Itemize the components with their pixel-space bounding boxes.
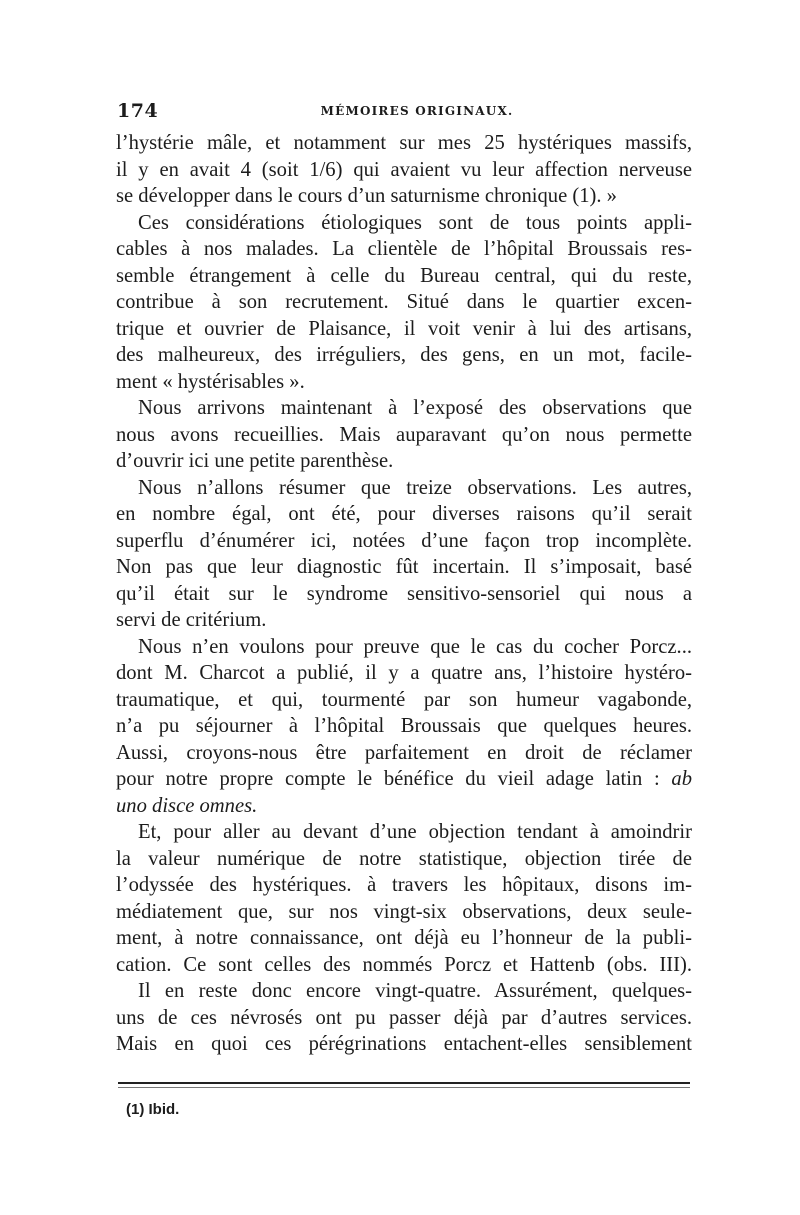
running-title: MÉMOIRES ORIGINAUX.: [320, 104, 514, 118]
body-text: [116, 130, 692, 1058]
text-line: Aussi, croyons-nous être parfaitement en droit de réclamer: [116, 741, 692, 764]
text-line: ment, à notre connaissance, ont déjà eu l’honneur de la publi-: [116, 927, 692, 949]
latin-phrase-line: uno disce omnes.: [116, 794, 258, 817]
text-line: Mais en quoi ces pérégrinations entachent-elles sensiblement: [116, 1033, 692, 1055]
text-line: Nous n’en voulons pour preuve que le cas du cocher Porcz...: [138, 635, 692, 658]
text-line: d’ouvrir ici une petite parenthèse.: [116, 450, 394, 472]
footnote-divider-thin: [118, 1087, 690, 1088]
text-line: Nous arrivons maintenant à l’exposé des observations que: [138, 397, 692, 419]
text-line: semble étrangement à celle du Bureau central, qui du reste,: [116, 264, 692, 287]
text-line: nous avons recueillies. Mais auparavant qu’on nous permette: [116, 423, 692, 446]
page-number: 174: [117, 100, 159, 122]
text-line: servi de critérium.: [116, 609, 267, 631]
text-line: Ces considérations étiologiques sont de tous points appli-: [138, 211, 692, 234]
text-line: Non pas que leur diagnostic fût incertain. Il s’imposait, basé: [116, 556, 692, 578]
text-line: dont M. Charcot a publié, il y a quatre ans, l’histoire hystéro-: [116, 662, 692, 684]
text-line: ment « hystérisables ».: [116, 370, 305, 393]
text-line: l’odyssée des hystériques. à travers les hôpitaux, disons im-: [116, 874, 692, 896]
text-line: Nous n’allons résumer que treize observations. Les autres,: [138, 476, 692, 499]
text-line: il y en avait 4 (soit 1/6) qui avaient vu leur affection nerveuse: [116, 158, 692, 181]
footnote: (1) Ibid.: [126, 1101, 180, 1118]
text-line: cation. Ce sont celles des nommés Porcz et Hattenb (obs. III).: [116, 953, 692, 976]
text-line: médiatement que, sur nos vingt-six observations, deux seule-: [116, 900, 692, 923]
text-line: cables à nos malades. La clientèle de l’hôpital Broussais res-: [116, 238, 692, 260]
text-line: en nombre égal, ont été, pour diverses raisons qu’il serait: [116, 503, 692, 525]
text-line: Et, pour aller au devant d’une objection tendant à amoindrir: [138, 821, 692, 843]
text-line-with-latin: [116, 766, 692, 793]
text-line: la valeur numérique de notre statistique, objection tirée de: [116, 847, 692, 870]
text-line: Il en reste donc encore vingt-quatre. Assurément, quelques-: [138, 980, 692, 1002]
text-line: contribue à son recrutement. Situé dans le quartier excen-: [116, 291, 692, 313]
footnote-divider: [118, 1082, 690, 1084]
text-line: traumatique, et qui, tourmenté par son humeur vagabonde,: [116, 688, 692, 711]
text-line: superflu d’énumérer ici, notées d’une façon trop incomplète.: [116, 529, 692, 552]
text-line: uns de ces névrosés ont pu passer déjà par d’autres services.: [116, 1006, 692, 1029]
page-header: [117, 100, 687, 124]
text-line: l’hystérie mâle, et notamment sur mes 25 hystériques massifs,: [116, 132, 692, 154]
text-line: se développer dans le cours d’un saturnisme chronique (1). »: [116, 185, 617, 207]
text-line: n’a pu séjourner à l’hôpital Broussais que quelques heures.: [116, 715, 692, 737]
text-line: des malheureux, des irréguliers, des gens, en un mot, facile-: [116, 344, 692, 366]
latin-phrase-part: ab: [671, 768, 692, 790]
text-line: trique et ouvrier de Plaisance, il voit venir à lui des artisans,: [116, 317, 692, 340]
text-line-part: pour notre propre compte le bénéfice du vieil adage latin :: [116, 768, 660, 790]
text-line: qu’il était sur le syndrome sensitivo-sensoriel qui nous a: [116, 582, 692, 605]
